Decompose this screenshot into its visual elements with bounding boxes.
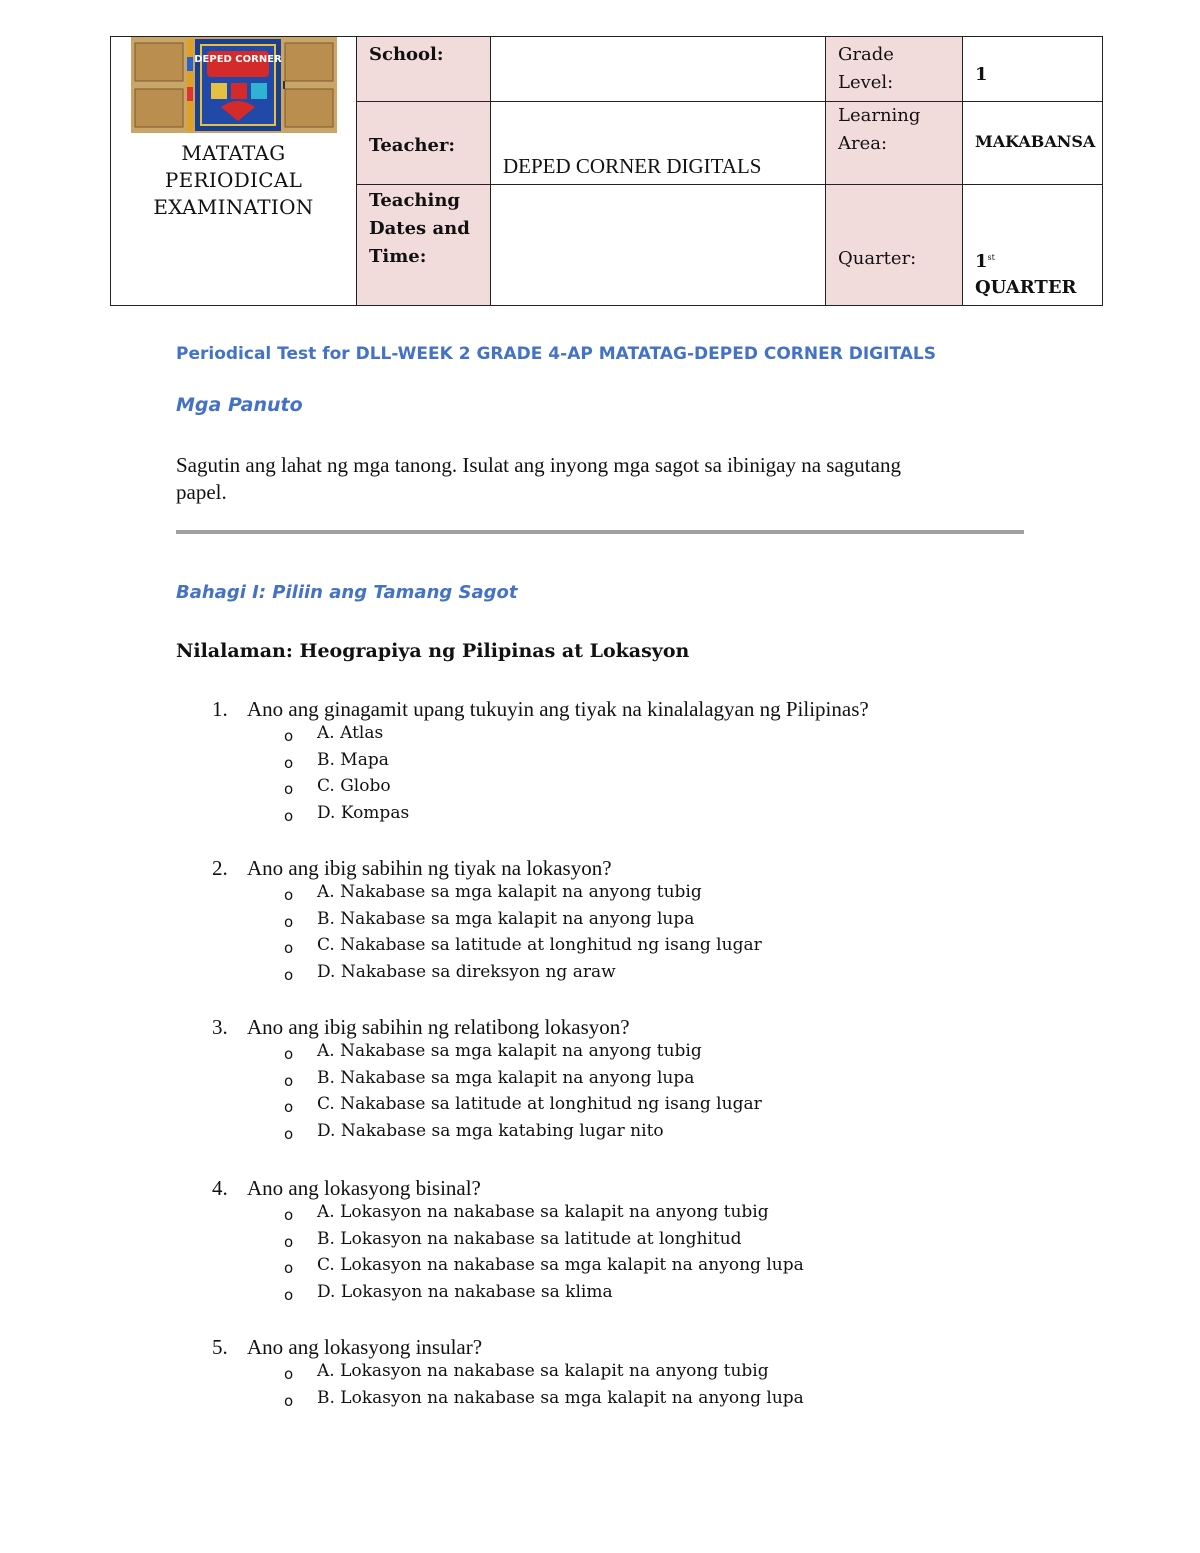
part-heading: Bahagi I: Piliin ang Tamang Sagot xyxy=(176,582,518,603)
option-bullet: o xyxy=(284,965,294,984)
teaching-dates-label-line-2: Dates and xyxy=(369,218,470,239)
instructions-line-2: papel. xyxy=(176,480,227,504)
option-bullet: o xyxy=(284,806,294,825)
answer-option[interactable]: B. Nakabase sa mga kalapit na anyong lupa xyxy=(317,1067,695,1088)
test-title: Periodical Test for DLL-WEEK 2 GRADE 4-AP MATATAG-DEPED CORNER DIGITALS xyxy=(176,344,936,364)
question-number: 5. xyxy=(212,1335,228,1359)
learning-area-label-line-1: Learning xyxy=(838,105,921,126)
answer-option[interactable]: D. Kompas xyxy=(317,802,410,823)
learning-area-label-line-2: Area: xyxy=(838,133,888,154)
option-bullet: o xyxy=(284,912,294,931)
question-number: 1. xyxy=(212,697,228,721)
teacher-value: DEPED CORNER DIGITALS xyxy=(503,154,762,178)
answer-option[interactable]: D. Nakabase sa direksyon ng araw xyxy=(317,961,616,982)
answer-option[interactable]: A. Lokasyon na nakabase sa kalapit na anyong tubig xyxy=(317,1361,769,1381)
question-text: Ano ang lokasyong bisinal? xyxy=(247,1176,481,1200)
option-bullet: o xyxy=(284,939,294,957)
answer-option[interactable]: C. Nakabase sa latitude at longhitud ng isang lugar xyxy=(317,935,762,955)
quarter-value-number: 1 xyxy=(975,251,988,272)
quarter-value-word: QUARTER xyxy=(975,277,1077,298)
learning-area-value: MAKABANSA xyxy=(975,132,1096,151)
answer-option[interactable]: C. Lokasyon na nakabase sa mga kalapit na anyong lupa xyxy=(317,1255,804,1275)
question-number: 3. xyxy=(212,1015,228,1039)
option-bullet: o xyxy=(284,1391,294,1410)
answer-option[interactable]: B. Nakabase sa mga kalapit na anyong lupa xyxy=(317,908,695,929)
answer-option[interactable]: B. Mapa xyxy=(317,749,389,770)
question-number: 2. xyxy=(212,856,228,880)
answer-option[interactable]: B. Lokasyon na nakabase sa mga kalapit na anyong lupa xyxy=(317,1387,804,1408)
option-bullet: o xyxy=(284,1232,294,1251)
answer-option[interactable]: C. Globo xyxy=(317,776,391,796)
grade-level-label: Grade Level: xyxy=(838,44,894,93)
option-bullet: o xyxy=(284,727,294,745)
school-label: School: xyxy=(369,44,444,65)
content-heading: Nilalaman: Heograpiya ng Pilipinas at Lokasyon xyxy=(176,640,690,662)
exam-title-line-2: PERIODICAL xyxy=(164,168,303,192)
question-text: Ano ang ibig sabihin ng tiyak na lokasyon? xyxy=(247,856,612,880)
quarter-value-suffix: st xyxy=(987,253,995,262)
answer-option[interactable]: B. Lokasyon na nakabase sa latitude at longhitud xyxy=(317,1228,742,1249)
teaching-dates-label-line-1: Teaching xyxy=(369,190,461,211)
question-text: Ano ang lokasyong insular? xyxy=(247,1335,483,1359)
option-bullet: o xyxy=(284,780,294,798)
answer-option[interactable]: A. Nakabase sa mga kalapit na anyong tubig xyxy=(317,882,702,902)
option-bullet: o xyxy=(284,886,294,904)
option-bullet: o xyxy=(284,1071,294,1090)
teacher-label: Teacher: xyxy=(369,135,456,156)
answer-option[interactable]: A. Atlas xyxy=(317,723,384,743)
logo-text-top: DEPED CORNER xyxy=(193,54,282,65)
option-bullet: o xyxy=(284,1285,294,1304)
grade-level-value: 1 xyxy=(975,64,988,85)
answer-option[interactable]: D. Nakabase sa mga katabing lugar nito xyxy=(317,1120,664,1141)
answer-option[interactable]: A. Nakabase sa mga kalapit na anyong tubig xyxy=(317,1041,702,1061)
instructions-heading: Mga Panuto xyxy=(176,394,303,416)
teaching-dates-label-line-3: Time: xyxy=(369,246,427,267)
answer-option[interactable]: C. Nakabase sa latitude at longhitud ng isang lugar xyxy=(317,1094,762,1114)
question-list xyxy=(176,0,1036,1553)
option-bullet: o xyxy=(284,1259,294,1277)
option-bullet: o xyxy=(284,1045,294,1063)
question-text: Ano ang ginagamit upang tukuyin ang tiyak na kinalalagyan ng Pilipinas? xyxy=(247,697,869,721)
option-bullet: o xyxy=(284,1365,294,1383)
quarter-label: Quarter: xyxy=(838,248,917,269)
option-bullet: o xyxy=(284,753,294,772)
exam-title-line-1: MATATAG xyxy=(181,141,286,165)
exam-title-line-3: EXAMINATION xyxy=(153,195,314,219)
instructions-line-1: Sagutin ang lahat ng mga tanong. Isulat ang inyong mga sagot sa ibinigay na sagutang xyxy=(176,453,901,477)
question-number: 4. xyxy=(212,1176,228,1200)
option-bullet: o xyxy=(284,1098,294,1116)
answer-option[interactable]: D. Lokasyon na nakabase sa klima xyxy=(317,1281,613,1302)
question-text: Ano ang ibig sabihin ng relatibong lokasyon? xyxy=(247,1015,630,1039)
answer-option[interactable]: A. Lokasyon na nakabase sa kalapit na anyong tubig xyxy=(317,1202,769,1222)
option-bullet: o xyxy=(284,1206,294,1224)
option-bullet: o xyxy=(284,1124,294,1143)
